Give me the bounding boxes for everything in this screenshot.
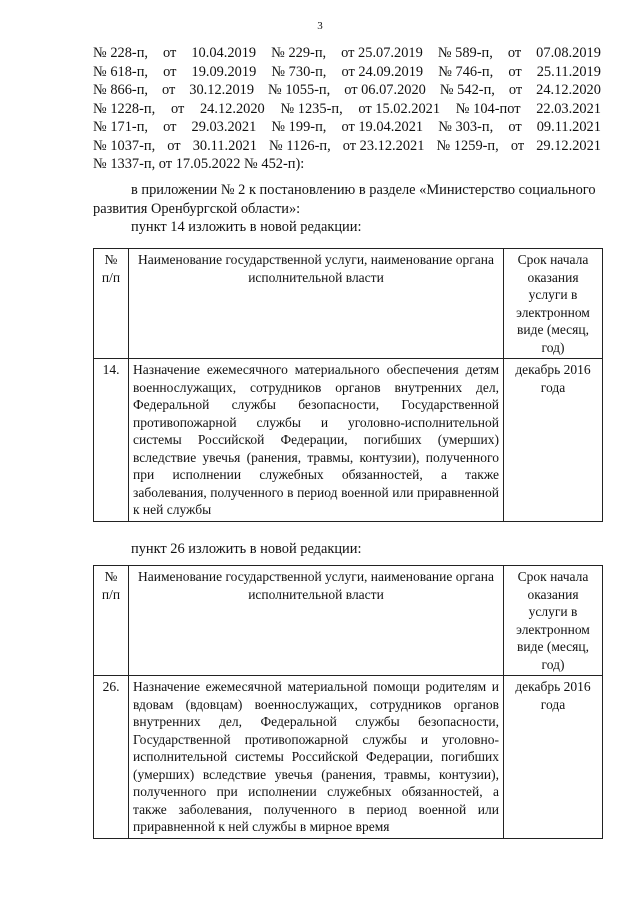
reference-token: от [507, 45, 522, 61]
reference-token: № 589-п, [437, 45, 493, 61]
header-service-name: Наименование государственной услуги, наименование органа исполнительной власти [129, 249, 504, 359]
reference-token: от 06.07.2020 [344, 82, 426, 98]
row-start-term: декабрь 2016 года [504, 676, 603, 839]
reference-token: № 104-пот [455, 100, 521, 117]
reference-token: от 24.09.2019 [341, 63, 424, 80]
reference-token: от [167, 137, 181, 154]
reference-token: № 618-п, [93, 63, 149, 80]
service-table-item26 [93, 565, 603, 839]
reference-token: № 1228-п, [93, 100, 156, 117]
reference-token: 25.11.2019 [536, 63, 601, 80]
reference-token: № 730-п, [271, 63, 327, 80]
reference-token: от [508, 119, 522, 135]
reference-token: № 746-п, [438, 63, 494, 80]
resolution-references [93, 44, 601, 174]
reference-token: 07.08.2019 [536, 45, 601, 61]
reference-token: 22.03.2021 [536, 100, 601, 117]
reference-token: № 228-п, [93, 45, 149, 61]
reference-token: от [162, 82, 176, 98]
reference-token: 19.09.2019 [191, 63, 257, 80]
reference-token: от [508, 63, 522, 80]
reference-token: 24.12.2020 [536, 82, 601, 98]
reference-token: 29.03.2021 [191, 119, 257, 135]
item14-paragraph [93, 218, 601, 237]
reference-token: № 1055-п, [268, 82, 331, 98]
table-header-row [94, 566, 603, 676]
reference-token: № 866-п, [93, 82, 149, 98]
reference-token: № 1126-п, [269, 137, 331, 154]
reference-line [93, 118, 601, 137]
reference-line-last: № 1337-п, от 17.05.2022 № 452-п): [93, 156, 305, 172]
reference-token: от [163, 45, 177, 61]
reference-token: № 171-п, [93, 119, 149, 135]
reference-token: от 23.12.2021 [342, 137, 425, 154]
reference-token: от [170, 100, 185, 117]
reference-line [93, 100, 601, 119]
header-number: № п/п [94, 566, 129, 676]
reference-line [93, 44, 601, 63]
reference-token: № 199-п, [271, 119, 327, 135]
table-row [94, 676, 603, 839]
item26-text: пункт 26 изложить в новой редакции: [131, 541, 362, 557]
reference-token: 09.11.2021 [536, 119, 601, 135]
row-service-name: Назначение ежемесячной материальной помощи родителям и вдовам (вдовцам) военнослужащих, сотрудников органов внутренних дел, Федеральной службы безопасности, Государственной противопожарной службы и уголовно-исполнительной системы Российской Федерации, погибших (умерших) вследствие увечья (ранения, травмы, контузии), полученного при исполнении служебных обязанностей, а также заболевания, полученного в период военной или приравненной к ней службы в мирное время [129, 676, 504, 839]
row-start-term: декабрь 2016 года [504, 359, 603, 522]
header-start-term: Срок начала оказания услуги в электронном виде (месяц, год) [504, 566, 603, 676]
reference-token: № 1259-п, [436, 137, 499, 154]
reference-token: от 25.07.2019 [341, 45, 423, 61]
item14-text: пункт 14 изложить в новой редакции: [131, 219, 362, 235]
reference-line [93, 137, 601, 156]
row-number: 14. [94, 359, 129, 522]
reference-token: от [163, 63, 177, 80]
appendix-paragraph [93, 181, 601, 218]
reference-token: от 15.02.2021 [358, 100, 441, 117]
reference-token: 24.12.2020 [199, 100, 265, 117]
reference-token: № 1037-п, [93, 137, 156, 154]
appendix-text: в приложении № 2 к постановлению в разделе «Министерство социального развития Оренбургской области»: [93, 182, 596, 217]
table-header-row [94, 249, 603, 359]
reference-token: от 19.04.2021 [341, 119, 424, 135]
reference-token: № 1235-п, [280, 100, 343, 117]
service-table-item14 [93, 248, 603, 522]
reference-token: № 303-п, [438, 119, 494, 135]
item26-paragraph [93, 540, 601, 559]
table-row [94, 359, 603, 522]
reference-token: № 542-п, [439, 82, 495, 98]
reference-line [93, 81, 601, 100]
header-start-term: Срок начала оказания услуги в электронном виде (месяц, год) [504, 249, 603, 359]
header-service-name: Наименование государственной услуги, наименование органа исполнительной власти [129, 566, 504, 676]
reference-token: 29.12.2021 [536, 137, 601, 154]
reference-token: от [163, 119, 177, 135]
reference-token: 30.11.2021 [192, 137, 257, 154]
header-number: № п/п [94, 249, 129, 359]
row-number: 26. [94, 676, 129, 839]
reference-token: от [510, 137, 525, 154]
reference-token: № 229-п, [271, 45, 327, 61]
row-service-name: Назначение ежемесячного материального обеспечения детям военнослужащих, сотрудников органов внутренних дел, Федеральной службы безопасности, Государственной противопожарной службы и уголовно-исполнительной системы Российской Федерации, погибших (умерших) вследствие увечья (ранения, травмы, контузии), полученного при исполнении служебных обязанностей, а также заболевания, полученного в период военной или приравненной к ней службы [129, 359, 504, 522]
reference-token: от [508, 82, 523, 98]
page-number: 3 [317, 20, 323, 32]
reference-token: 10.04.2019 [191, 45, 257, 61]
reference-line [93, 63, 601, 82]
reference-token: 30.12.2019 [189, 82, 255, 98]
